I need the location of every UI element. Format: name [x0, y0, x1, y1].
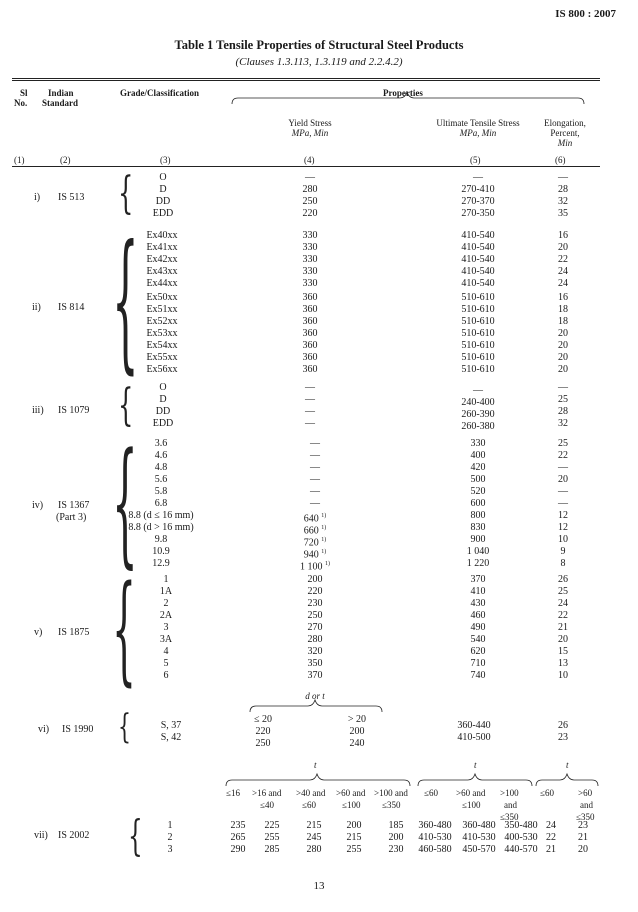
header-yield: Yield Stress: [288, 118, 332, 128]
col-num-6: (6): [555, 155, 566, 165]
header-indian-standard-2: Standard: [42, 98, 79, 108]
g7-u-sub-le350: ≤350: [500, 812, 519, 822]
header-grade: Grade/Classification: [120, 88, 199, 98]
g7-u-sub-le60: ≤60: [424, 788, 438, 798]
g4-uts: 330 400 420 500 520 600 800 830 900 1 040 1 220: [466, 438, 490, 569]
g3-elong: — 25 28 32: [558, 382, 568, 429]
g5-elong: 26 25 24 22 21 20 15 13 10: [558, 574, 568, 681]
header-yield-unit: MPa, Min: [291, 128, 329, 138]
g3-sl: iii): [32, 405, 44, 416]
standard-header: IS 800 : 2007: [555, 8, 616, 20]
g5-uts: 370 410 430 460 490 540 620 710 740: [470, 574, 486, 681]
g7-col-y1: 235 265 290: [230, 820, 246, 855]
g6-sl: vi): [38, 724, 50, 735]
g7-y-sub-le16: ≤16: [226, 788, 240, 798]
g7-e-sub-le350: ≤350: [576, 812, 595, 822]
g7-col-y3: 215 245 280: [306, 820, 322, 855]
g6-elong: 26 23: [558, 720, 568, 743]
g2-grades-a: Ex40xx Ex41xx Ex42xx Ex43xx Ex44xx: [146, 230, 178, 289]
g3-brace: {: [118, 380, 134, 431]
header-properties: Properties: [383, 88, 423, 98]
g7-brace: {: [128, 811, 143, 860]
header-sl-no: Sl: [20, 88, 28, 98]
g4-standard-part: (Part 3): [56, 512, 87, 523]
g6-brace: {: [118, 707, 131, 747]
g7-col-u3: 350-480 400-530 440-570: [504, 820, 538, 855]
g1-yield: — 280 250 220: [302, 172, 318, 219]
g6-yield-gt20: 200 240: [349, 726, 365, 749]
g7-col-u1: 360-480 410-530 460-580: [418, 820, 452, 855]
g5-grades: 1 1A 2 2A 3 3A 4 5 6: [159, 574, 173, 681]
g7-col-y5: 185 200 230: [388, 820, 404, 855]
g1-brace: {: [118, 168, 134, 219]
g7-y-sub-gt60: >60 and: [336, 788, 366, 798]
g3-standard: IS 1079: [58, 405, 90, 416]
g6-d-or-t: d or t: [305, 691, 325, 701]
col-num-3: (3): [160, 155, 171, 165]
g5-standard: IS 1875: [58, 627, 90, 638]
g3-yield: — — — —: [305, 382, 315, 429]
header-elongation: Elongation,: [544, 118, 586, 128]
g4-sl: iv): [32, 500, 44, 511]
header-elongation-3: Min: [557, 138, 573, 148]
header-uts: Ultimate Tensile Stress: [436, 118, 520, 128]
g7-u-sub-and: and: [504, 800, 517, 810]
g7-standard: IS 2002: [58, 830, 90, 841]
g7-y-sub-le350: ≤350: [382, 800, 401, 810]
g7-y-sub-gt16: >16 and: [252, 788, 282, 798]
g6-sub-gt20: > 20: [347, 714, 367, 725]
g2-uts-a: 410-540 410-540 410-540 410-540 410-540: [461, 230, 495, 289]
g4-elong: 25 22 — 20 — — 12 12 10 9 8: [558, 438, 568, 569]
g7-grades: 1 2 3: [167, 820, 173, 855]
g6-grades: S, 37 S, 42: [160, 720, 182, 743]
header-indian-standard: Indian: [48, 88, 74, 98]
top-rule: [12, 78, 600, 79]
g7-y-sub-le100: ≤100: [342, 800, 361, 810]
g7-sl: vii): [34, 830, 48, 841]
g6-sub-le20: ≤ 20: [254, 714, 272, 725]
header-elongation-2: Percent,: [550, 128, 580, 138]
g1-elong: — 28 32 35: [558, 172, 568, 219]
g7-col-e2: 23 21 20: [578, 820, 588, 855]
top-rule-2: [12, 80, 600, 81]
g7-col-e1: 24 22 21: [546, 820, 556, 855]
table-title: Table 1 Tensile Properties of Structural Steel Products: [174, 38, 464, 52]
g6-standard: IS 1990: [62, 724, 94, 735]
g2-elong-b: 16 18 18 20 20 20 20: [558, 292, 568, 375]
g1-standard: IS 513: [58, 192, 85, 203]
col-num-1: (1): [14, 155, 25, 165]
header-sl-no-2: No.: [14, 98, 28, 108]
g2-yield-b: 360 360 360 360 360 360 360: [302, 292, 318, 375]
g5-sl: v): [34, 627, 43, 638]
g1-uts: — 270-410 270-370 270-350: [461, 172, 495, 219]
g2-yield-a: 330 330 330 330 330: [302, 230, 318, 289]
g7-y-sub-gt40: >40 and: [296, 788, 326, 798]
g2-standard: IS 814: [58, 302, 85, 313]
g2-elong-a: 16 20 22 24 24: [558, 230, 568, 289]
col-num-4: (4): [304, 155, 315, 165]
g2-grades-b: Ex50xx Ex51xx Ex52xx Ex53xx Ex54xx Ex55xx Ex56xx: [146, 292, 178, 375]
g6-yield-le20: 220 250: [255, 726, 271, 749]
g7-e-sub-gt60: >60: [578, 788, 593, 798]
g4-grades: 3.6 4.6 4.8 5.6 5.8 6.8 8.8 (d ≤ 16 mm) 8.8 (d > 16 mm) 9.8 10.9 12.9: [128, 438, 194, 569]
g2-uts-b: 510-610 510-610 510-610 510-610 510-610 510-610 510-610: [461, 292, 495, 375]
g1-grades: O D DD EDD: [152, 172, 174, 219]
g7-t-braces: [0, 0, 1, 1]
col-num-5: (5): [470, 155, 481, 165]
g7-e-sub-and: and: [580, 800, 593, 810]
g7-y-sub-gt100: >100 and: [374, 788, 408, 798]
g7-y-sub-le40: ≤40: [260, 800, 274, 810]
g7-t-yield: t: [314, 760, 317, 770]
g2-sl: ii): [32, 302, 41, 313]
g7-col-y4: 200 215 255: [346, 820, 362, 855]
col-num-2: (2): [60, 155, 71, 165]
g7-t-uts: t: [474, 760, 477, 770]
g7-u-sub-gt60: >60 and: [456, 788, 486, 798]
g5-yield: 200 220 230 250 270 280 320 350 370: [307, 574, 323, 681]
g2-brace: {: [112, 214, 139, 388]
g7-t-elong: t: [566, 760, 569, 770]
g3-uts: — 240-400 260-390 260-380: [461, 385, 495, 432]
g4-yield: — — — — — — 640 $^{1)}$ 660 $^{1)}$ 720 $^{1)}$ 940 $^{1)}$ 1 100 $^{1)}$: [300, 438, 330, 573]
g7-e-sub-le60: ≤60: [540, 788, 554, 798]
g7-col-u2: 360-480 410-530 450-570: [462, 820, 496, 855]
g3-grades: O D DD EDD: [152, 382, 174, 429]
g7-y-sub-le60: ≤60: [302, 800, 316, 810]
header-rule: [12, 166, 600, 167]
g6-uts: 360-440 410-500: [457, 720, 491, 743]
g4-brace: {: [112, 424, 138, 581]
g7-u-sub-gt100: >100: [500, 788, 519, 798]
header-uts-unit: MPa, Min: [459, 128, 497, 138]
g7-u-sub-le100: ≤100: [462, 800, 481, 810]
g1-sl: i): [34, 192, 41, 203]
g5-brace: {: [112, 559, 137, 697]
table-clauses: (Clauses 1.3.113, 1.3.119 and 2.2.4.2): [235, 56, 403, 68]
page-number: 13: [313, 880, 325, 892]
g4-standard: IS 1367: [58, 500, 90, 511]
g7-col-y2: 225 255 285: [264, 820, 280, 855]
